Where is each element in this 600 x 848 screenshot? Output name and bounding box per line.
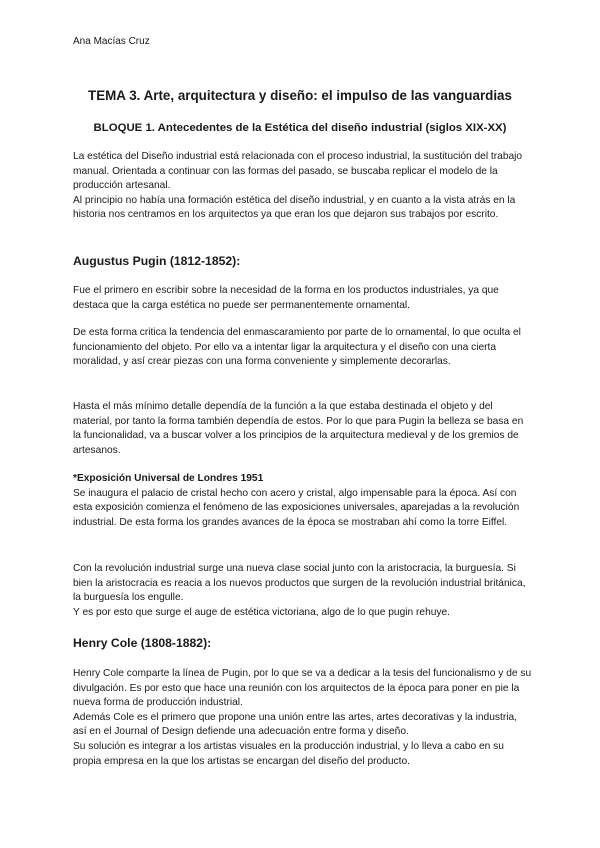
cole-paragraph-1: Henry Cole comparte la línea de Pugin, por lo que se va a dedicar a la tesis del funcionalismo y de su divulgación. Es por esto que hace una reunión con los arquitectos de la época para poner en pie la nueva forma de producción industrial.: [73, 668, 532, 709]
cole-heading: Henry Cole (1808-1882):: [73, 636, 212, 650]
pugin-paragraph-2: De esta forma critica la tendencia del enmascaramiento por parte de lo ornamental, lo que oculta el funcionamiento del objeto. Por ello va a intentar ligar la arquitectura y el diseño con una cierta moralidad, y así crear piezas con una forma conveniente y simplemente decorarlas.: [73, 327, 521, 368]
intro-section: [73, 150, 533, 223]
cole-paragraph-3: Su solución es integrar a los artistas visuales en la producción industrial, y lo lleva a cabo en su propia empresa en la que los artistas se encargan del diseño del producto.: [73, 740, 504, 767]
pugin-paragraph-1: Fue el primero en escribir sobre la necesidad de la forma en los productos industriales, ya que destaca que la carga estética no puede ser permanentemente ornamental.: [73, 285, 499, 311]
expo-paragraph-2: Con la revolución industrial surge una nueva clase social junto con la aristocracia, la burguesía. Si bien la aristocracia es reacia a los nuevos productos que surgen de la revolución industrial británica, la burguesía los engulle.: [73, 563, 526, 604]
pugin-paragraph-3: Hasta el más mínimo detalle dependía de la función a la que estaba destinada el objeto y del material, por tanto la forma también dependía de estos. Por lo que para Pugin la belleza se basa en la funcionalidad, va a buscar volver a los principios de la arquitectura medieval y de los gremios de artesanos.: [73, 401, 524, 456]
intro-paragraph-1: La estética del Diseño industrial está relacionada con el proceso industrial, la sustitución del trabajo manual. Orientada a continuar con las formas del pasado, se buscaba replicar el modelo de la producción artesanal.: [73, 151, 523, 192]
pugin-heading: Augustus Pugin (1812-1852):: [73, 254, 241, 268]
intro-paragraph-2: Al principio no había una formación estética del diseño industrial, y en cuanto a la vista atrás en la historia nos centramos en los arquitectos ya que eran los que dejaron sus trabajos por escrito.: [73, 194, 516, 221]
page-subtitle: BLOQUE 1. Antecedentes de la Estética del diseño industrial (siglos XIX-XX): [93, 122, 507, 134]
author-name: Ana Macías Cruz: [73, 36, 150, 47]
page-title: TEMA 3. Arte, arquitectura y diseño: el impulso de las vanguardias: [88, 88, 512, 103]
expo-section: [73, 472, 533, 530]
expo-section-2: [73, 562, 533, 620]
cole-paragraph-2: Además Cole es el primero que propone una unión entre las artes, artes decorativas y la industria, así en el Journal of Design defiende una adecuación entre forma y diseño.: [73, 711, 517, 738]
expo-paragraph-1: Se inaugura el palacio de cristal hecho con acero y cristal, algo impensable para la época. Así con esta exposición comienza el fenómeno de las exposiciones universales, aparejadas a la revolución industrial. De esta forma los grandes avances de la época se mostraban ahí como la torre Eiffel.: [73, 487, 520, 528]
expo-heading: *Exposición Universal de Londres 1951: [73, 473, 264, 484]
expo-paragraph-3: Y es por esto que surge el auge de estética victoriana, algo de lo que pugin rehuye.: [73, 606, 451, 618]
cole-section: [73, 667, 533, 769]
